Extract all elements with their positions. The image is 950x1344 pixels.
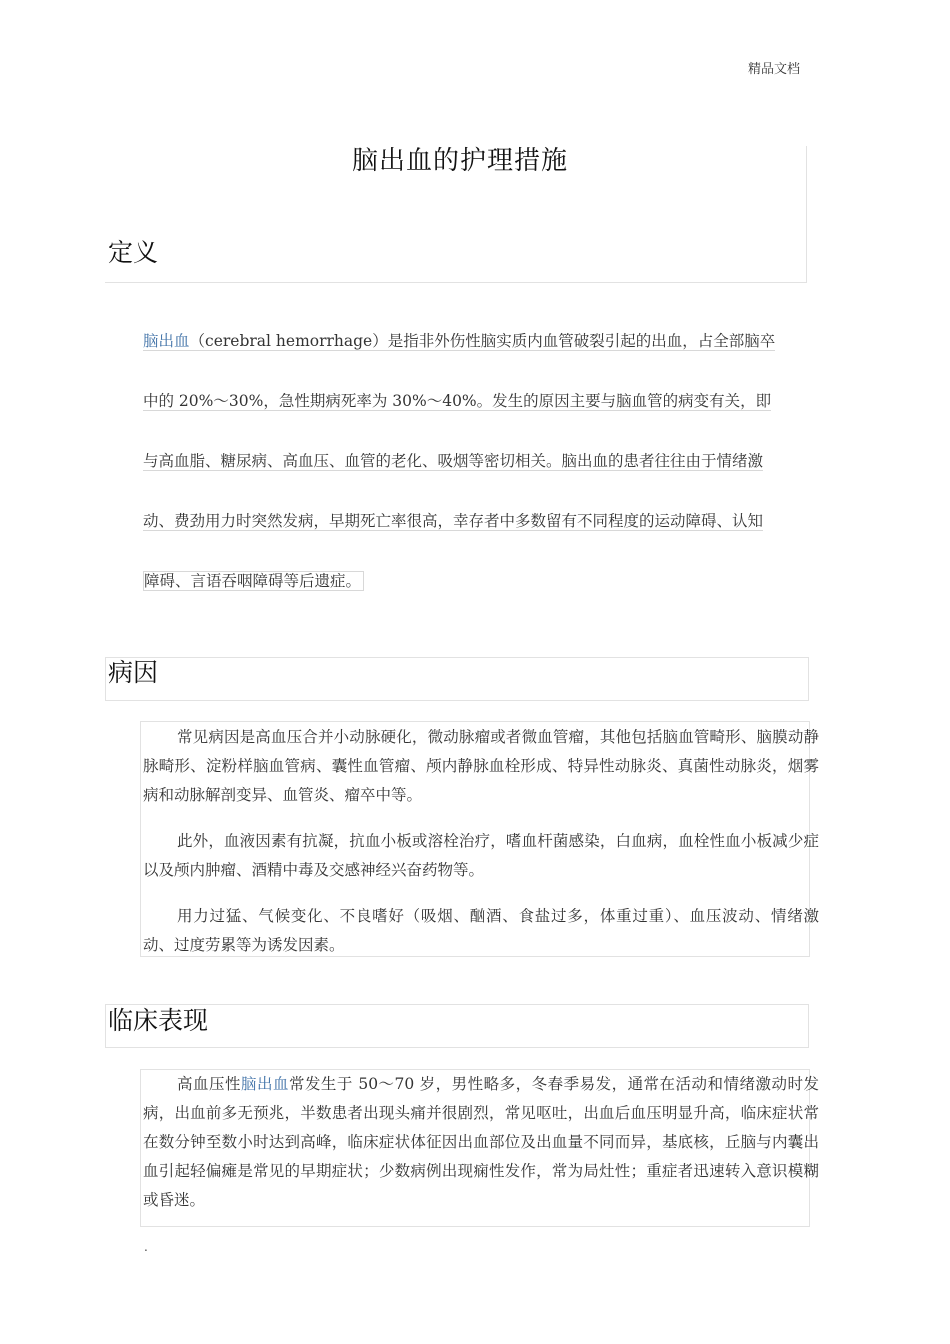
etiology-paragraph: 常见病因是高血压合并小动脉硬化，微动脉瘤或者微血管瘤，其他包括脑血管畸形、脑膜动静脉畸形、淀粉样脑血管病、囊性血管瘤、颅内静脉血栓形成、特异性动脉炎、真菌性动脉炎，烟雾病和动脉解剖变异、血管炎、瘤卒中等。 [143,728,819,804]
section-heading-definition: 定义 [108,238,159,267]
page-header-note: 精品文档 [748,62,801,77]
definition-line: 障碍、言语吞咽障碍等后遗症。 [143,571,364,591]
frame-line [806,146,807,283]
cerebral-hemorrhage-link[interactable]: 脑出血 [240,1075,289,1093]
definition-line: 中的 20%～30%，急性期病死率为 30%～40%。发生的原因主要与脑血管的病变有关，即 [143,392,772,410]
section-heading-etiology: 病因 [108,658,159,687]
etiology-paragraph: 用力过猛、气候变化、不良嗜好（吸烟、酗酒、食盐过多，体重过重）、血压波动、情绪激动、过度劳累等为诱发因素。 [143,907,819,954]
definition-line: 动、费劲用力时突然发病，早期死亡率很高，幸存者中多数留有不同程度的运动障碍、认知 [143,512,764,530]
section-frame [105,1004,809,1048]
cerebral-hemorrhage-link[interactable]: 脑出血 [143,332,190,350]
definition-line: 脑出血（cerebral hemorrhage）是指非外伤性脑实质内血管破裂引起的出血，占全部脑卒 [143,332,776,350]
footer-mark: . [144,1240,148,1254]
clinical-paragraph: 高血压性脑出血常发生于 50～70 岁，男性略多，冬春季易发，通常在活动和情绪激动时发病，出血前多无预兆，半数患者出现头痛并很剧烈，常见呕吐，出血后血压明显升高，临床症状常在数分钟至数小时达到高峰，临床症状体征因出血部位及出血量不同而异，基底核，丘脑与内囊出血引起轻偏瘫是常见的早期症状；少数病例出现痫性发作，常为局灶性；重症者迅速转入意识模糊或昏迷。 [143,1075,819,1209]
etiology-paragraph: 此外，血液因素有抗凝，抗血小板或溶栓治疗，嗜血杆菌感染，白血病，血栓性血小板减少症以及颅内肿瘤、酒精中毒及交感神经兴奋药物等。 [143,832,819,879]
section-frame [105,657,809,701]
document-title: 脑出血的护理措施 [351,146,568,176]
section-heading-clinical: 临床表现 [108,1006,209,1035]
section-divider [105,282,807,283]
definition-line: 与高血脂、糖尿病、高血压、血管的老化、吸烟等密切相关。脑出血的患者往往由于情绪激 [143,452,764,470]
